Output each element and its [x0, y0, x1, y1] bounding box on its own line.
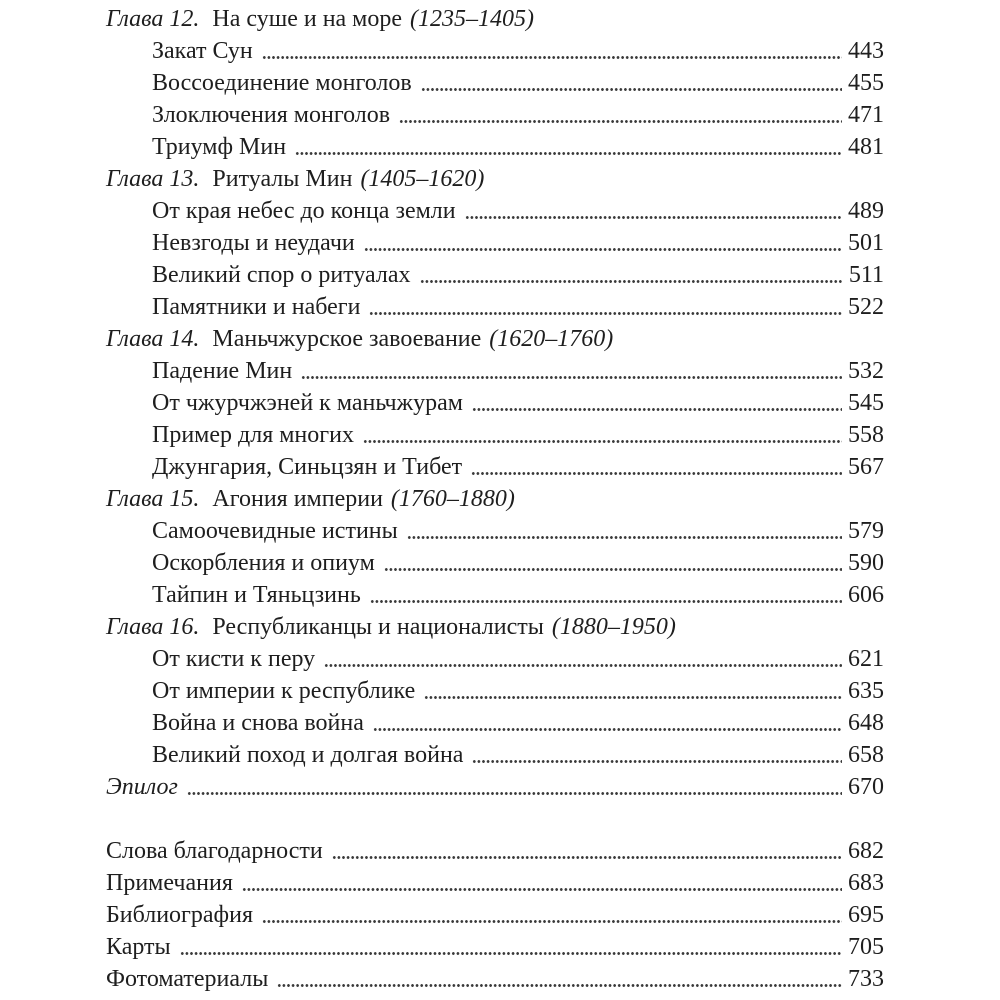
dot-leader — [242, 867, 842, 899]
entry-page: 695 — [848, 902, 884, 928]
entry-page: 733 — [848, 966, 884, 992]
entry-title: Злоключения монголов — [152, 102, 391, 128]
dot-leader — [324, 643, 842, 675]
chapter-dates: (1405–1620) — [360, 166, 485, 192]
dot-leader — [420, 259, 843, 291]
epilog-entry — [106, 771, 884, 803]
entry-page: 705 — [848, 934, 884, 960]
dot-leader — [295, 131, 842, 163]
dot-leader — [471, 451, 842, 483]
dot-leader — [465, 195, 842, 227]
backmatter-entry — [106, 963, 884, 995]
dot-leader — [472, 739, 842, 771]
backmatter-entry — [106, 899, 884, 931]
entry-title: Фотоматериалы — [106, 966, 269, 992]
entry-title: От чжурчжэней к маньчжурам — [152, 390, 463, 416]
chapter-label: Глава 16. — [106, 614, 200, 640]
chapter-label: Глава 13. — [106, 166, 200, 192]
entry-page: 489 — [848, 198, 884, 224]
entry-page: 522 — [848, 294, 884, 320]
dot-leader — [373, 707, 842, 739]
entry-page: 648 — [848, 710, 884, 736]
entry-page: 532 — [848, 358, 884, 384]
toc-entry — [106, 707, 884, 739]
entry-page: 558 — [848, 422, 884, 448]
entry-title: Война и снова война — [152, 710, 364, 736]
entry-title: Примечания — [106, 870, 233, 896]
chapter-heading — [106, 483, 884, 515]
toc-entry — [106, 387, 884, 419]
dot-leader — [332, 835, 842, 867]
toc-entry — [106, 675, 884, 707]
chapter-dates: (1620–1760) — [489, 326, 614, 352]
toc-entry — [106, 739, 884, 771]
chapter-label: Глава 14. — [106, 326, 200, 352]
entry-page: 501 — [848, 230, 884, 256]
entry-title: Закат Сун — [152, 38, 253, 64]
entry-page: 590 — [848, 550, 884, 576]
entry-title: Оскорбления и опиум — [152, 550, 375, 576]
entry-title: От кисти к перу — [152, 646, 316, 672]
toc-entry — [106, 259, 884, 291]
entry-page: 682 — [848, 838, 884, 864]
dot-leader — [363, 419, 842, 451]
toc-entry — [106, 67, 884, 99]
entry-page: 511 — [848, 262, 884, 288]
chapter-title: Ритуалы Мин — [212, 166, 353, 192]
dot-leader — [262, 899, 842, 931]
dot-leader — [424, 675, 842, 707]
chapter-heading — [106, 323, 884, 355]
chapter-title: На суше и на море — [212, 6, 403, 32]
toc-entry — [106, 579, 884, 611]
entry-title: Библиография — [106, 902, 253, 928]
backmatter-entry — [106, 867, 884, 899]
entry-title: Великий поход и долгая война — [152, 742, 464, 768]
toc-entry — [106, 227, 884, 259]
entry-title: Памятники и набеги — [152, 294, 361, 320]
chapter-label: Глава 12. — [106, 6, 200, 32]
entry-page: 471 — [848, 102, 884, 128]
entry-title: Джунгария, Синьцзян и Тибет — [152, 454, 463, 480]
entry-page: 545 — [848, 390, 884, 416]
chapter-title: Республиканцы и националисты — [212, 614, 544, 640]
entry-page: 481 — [848, 134, 884, 160]
chapter-heading — [106, 163, 884, 195]
entry-page: 455 — [848, 70, 884, 96]
toc-entry — [106, 451, 884, 483]
dot-leader — [262, 35, 842, 67]
section-gap — [106, 803, 884, 835]
entry-page: 579 — [848, 518, 884, 544]
dot-leader — [407, 515, 842, 547]
chapter-title: Агония империи — [212, 486, 383, 512]
toc-entry — [106, 195, 884, 227]
entry-page: 443 — [848, 38, 884, 64]
toc-entry — [106, 35, 884, 67]
entry-title: От края небес до конца земли — [152, 198, 456, 224]
dot-leader — [180, 931, 842, 963]
chapter-title: Маньчжурское завоевание — [212, 326, 482, 352]
dot-leader — [369, 291, 842, 323]
entry-page: 606 — [848, 582, 884, 608]
entry-title: Великий спор о ритуалах — [152, 262, 411, 288]
toc-entry — [106, 131, 884, 163]
entry-title: Воссоединение монголов — [152, 70, 412, 96]
toc-entry — [106, 99, 884, 131]
dot-leader — [399, 99, 842, 131]
toc-entry — [106, 419, 884, 451]
entry-page: 621 — [848, 646, 884, 672]
entry-page: 635 — [848, 678, 884, 704]
dot-leader — [421, 67, 842, 99]
entry-title: Невзгоды и неудачи — [152, 230, 355, 256]
entry-title: Карты — [106, 934, 171, 960]
entry-page: 683 — [848, 870, 884, 896]
chapter-dates: (1880–1950) — [551, 614, 676, 640]
dot-leader — [472, 387, 842, 419]
dot-leader — [370, 579, 842, 611]
chapter-label: Глава 15. — [106, 486, 200, 512]
entry-title: Пример для многих — [152, 422, 354, 448]
chapter-dates: (1235–1405) — [410, 6, 535, 32]
entry-title: Тайпин и Тяньцзинь — [152, 582, 361, 608]
entry-page: 567 — [848, 454, 884, 480]
dot-leader — [384, 547, 842, 579]
entry-page: 658 — [848, 742, 884, 768]
dot-leader — [301, 355, 842, 387]
toc-entry — [106, 291, 884, 323]
backmatter-entry — [106, 835, 884, 867]
dot-leader — [364, 227, 842, 259]
entry-title: Самоочевидные истины — [152, 518, 398, 544]
entry-title: Эпилог — [106, 774, 178, 800]
chapter-heading — [106, 611, 884, 643]
entry-title: От империи к республике — [152, 678, 416, 704]
entry-title: Слова благодарности — [106, 838, 323, 864]
backmatter-entry — [106, 931, 884, 963]
chapter-dates: (1760–1880) — [390, 486, 515, 512]
entry-page: 670 — [848, 774, 884, 800]
toc-entry — [106, 515, 884, 547]
toc-entry — [106, 547, 884, 579]
dot-leader — [277, 963, 842, 995]
chapter-heading — [106, 3, 884, 35]
entry-title: Падение Мин — [152, 358, 293, 384]
entry-title: Триумф Мин — [152, 134, 287, 160]
toc-entry — [106, 643, 884, 675]
dot-leader — [187, 771, 842, 803]
toc-entry — [106, 355, 884, 387]
